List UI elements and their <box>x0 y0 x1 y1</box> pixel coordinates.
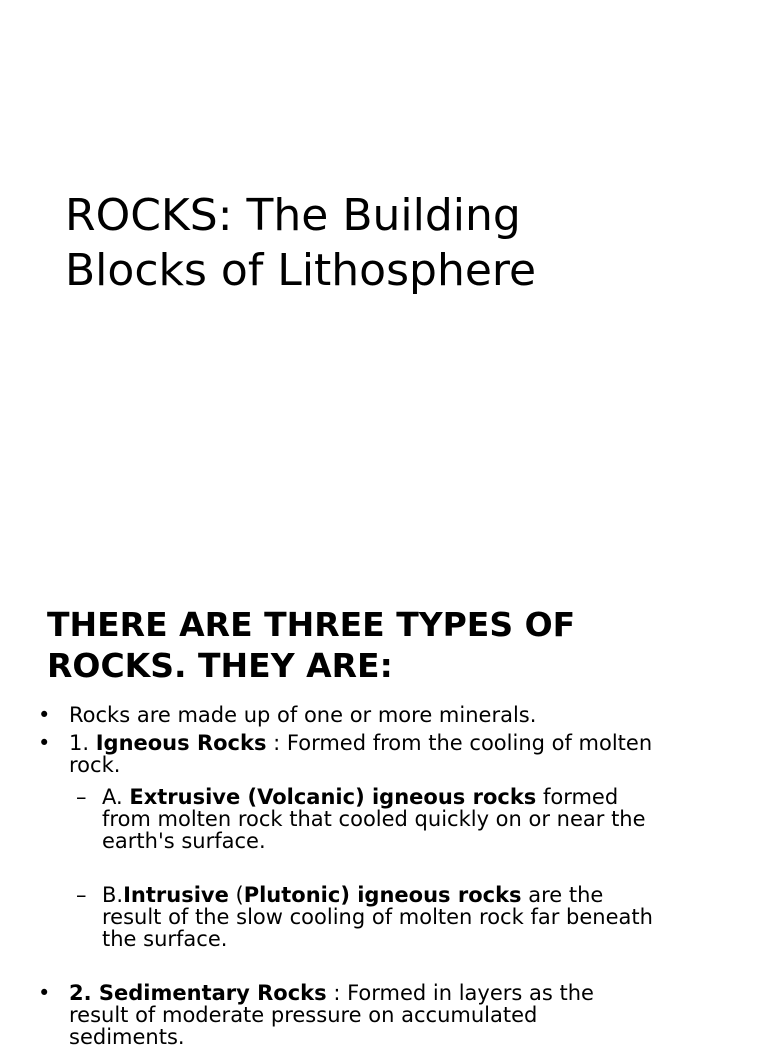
bullet-text-continued: result of moderate pressure on accumulated <box>69 1003 538 1027</box>
bullet-bold-term: Igneous Rocks <box>95 731 267 755</box>
sub-text: are the <box>521 883 604 907</box>
heading-line-2: ROCKS. THEY ARE: <box>47 646 393 685</box>
sub-text: ( <box>228 883 244 907</box>
bullet-bold-term: 2. Sedimentary Rocks <box>69 981 327 1005</box>
bullet-item-minerals <box>0 704 768 726</box>
sub-item-extrusive <box>0 786 768 852</box>
slide-2 <box>0 576 768 1049</box>
bullet-list <box>0 704 768 1048</box>
sub-bold-term: Plutonic) igneous rocks <box>243 883 522 907</box>
slide-title <box>65 188 705 298</box>
bullet-text: Rocks are made up of one or more minerals. <box>69 703 537 727</box>
bullet-text: : Formed in layers as the <box>326 981 594 1005</box>
dash-mark: – <box>76 785 87 809</box>
bullet-item-igneous <box>0 732 768 776</box>
sub-prefix: B. <box>102 883 124 907</box>
bullet-mark: • <box>38 731 51 755</box>
sub-text-continued: the surface. <box>102 927 228 951</box>
sub-prefix: A. <box>102 785 130 809</box>
bullet-mark: • <box>38 703 51 727</box>
bullet-text-continued: sediments. <box>69 1025 185 1049</box>
sub-item-intrusive <box>0 884 768 950</box>
sub-text-continued: from molten rock that cooled quickly on or near the <box>102 807 646 831</box>
sub-bold-term: Extrusive (Volcanic) igneous rocks <box>129 785 537 809</box>
dash-mark: – <box>76 883 87 907</box>
section-heading <box>47 604 747 686</box>
title-line-1: ROCKS: The Building <box>65 190 521 241</box>
sub-text-continued: result of the slow cooling of molten rock far beneath <box>102 905 653 929</box>
sub-text-continued: earth's surface. <box>102 829 266 853</box>
title-line-2: Blocks of Lithosphere <box>65 245 537 296</box>
sub-text: formed <box>536 785 619 809</box>
bullet-prefix: 1. <box>69 731 96 755</box>
bullet-mark: • <box>38 981 51 1005</box>
heading-line-1: THERE ARE THREE TYPES OF <box>47 605 576 644</box>
bullet-text: : Formed from the cooling of molten <box>266 731 653 755</box>
sub-bold-term: Intrusive <box>123 883 229 907</box>
bullet-item-sedimentary <box>0 982 768 1048</box>
bullet-text-continued: rock. <box>69 753 121 777</box>
